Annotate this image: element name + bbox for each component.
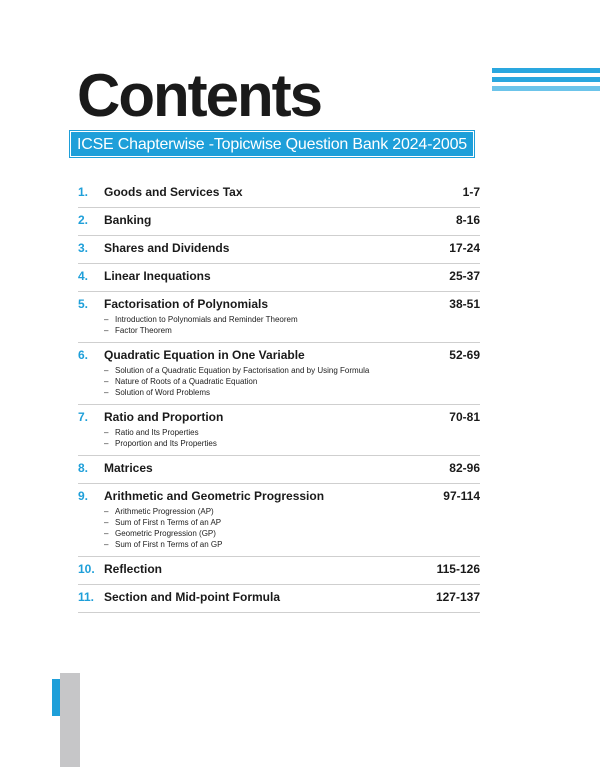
chapter-pages: 1-7 (462, 185, 480, 199)
subtopic-item: – Sum of First n Terms of an GP (104, 540, 223, 549)
subtopic-list (104, 427, 480, 449)
chapter-number: 7. (78, 410, 89, 424)
toc-entry[interactable] (78, 456, 480, 484)
chapter-pages: 82-96 (449, 461, 480, 475)
chapter-pages: 70-81 (449, 410, 480, 424)
toc-entry[interactable] (78, 292, 480, 343)
toc-entry[interactable] (78, 343, 480, 405)
toc-entry[interactable] (78, 484, 480, 557)
chapter-number: 3. (78, 241, 89, 255)
subtopic-list (104, 365, 480, 398)
subtopic-item: – Solution of Word Problems (104, 388, 211, 397)
subtopic-item: – Proportion and Its Properties (104, 439, 217, 448)
subtopic-list (104, 314, 480, 336)
subtopic-label: Arithmetic Progression (AP) (115, 507, 214, 516)
subtopic-item: – Solution of a Quadratic Equation by Factorisation and by Using Formula (104, 366, 370, 375)
chapter-number: 1. (78, 185, 89, 199)
chapter-number: 11. (78, 590, 95, 604)
chapter-title: Banking (104, 213, 152, 227)
subtopic-label: Solution of Word Problems (115, 388, 211, 397)
chapter-pages: 127-137 (435, 590, 480, 604)
chapter-title: Ratio and Proportion (104, 410, 224, 424)
subtopic-label: Sum of First n Terms of an GP (115, 540, 223, 549)
chapter-number: 6. (78, 348, 89, 362)
subtopic-item: – Sum of First n Terms of an AP (104, 518, 222, 527)
chapter-number: 2. (78, 213, 89, 227)
subtopic-item: – Introduction to Polynomials and Reminder Theorem (104, 315, 298, 324)
chapter-number: 9. (78, 489, 89, 503)
toc-entry[interactable] (78, 208, 480, 236)
chapter-title: Quadratic Equation in One Variable (104, 348, 305, 362)
toc-entry[interactable] (78, 180, 480, 208)
chapter-pages: 25-37 (449, 269, 480, 283)
subtopic-item: – Geometric Progression (GP) (104, 529, 216, 538)
decorative-stripes (492, 68, 600, 95)
chapter-title: Linear Inequations (104, 269, 211, 283)
chapter-number: 8. (78, 461, 89, 475)
chapter-title: Factorisation of Polynomials (104, 297, 269, 311)
chapter-pages: 97-114 (443, 489, 480, 503)
toc-entry[interactable] (78, 557, 480, 585)
subtopic-item: – Ratio and Its Properties (104, 428, 199, 437)
chapter-title: Shares and Dividends (104, 241, 230, 255)
table-of-contents (78, 180, 480, 613)
subtopic-label: Ratio and Its Properties (115, 428, 199, 437)
chapter-title: Goods and Services Tax (104, 185, 243, 199)
chapter-pages: 52-69 (449, 348, 480, 362)
chapter-number: 5. (78, 297, 89, 311)
chapter-number: 4. (78, 269, 89, 283)
subtopic-label: Solution of a Quadratic Equation by Factorisation and by Using Formula (115, 366, 370, 375)
subtopic-label: Geometric Progression (GP) (115, 529, 216, 538)
toc-entry[interactable] (78, 585, 480, 613)
subtopic-item: – Arithmetic Progression (AP) (104, 507, 214, 516)
chapter-title: Reflection (104, 562, 163, 576)
toc-entry[interactable] (78, 236, 480, 264)
page-title: Contents (77, 62, 321, 129)
subtopic-label: Nature of Roots of a Quadratic Equation (115, 377, 258, 386)
chapter-number: 10. (78, 562, 95, 576)
subtopic-label: Factor Theorem (115, 326, 172, 335)
chapter-title: Section and Mid-point Formula (104, 590, 280, 604)
subtopic-item: – Nature of Roots of a Quadratic Equation (104, 377, 258, 386)
subtitle-banner: ICSE Chapterwise -Topicwise Question Bank 2024-2005 (70, 131, 474, 157)
side-bar-decoration (60, 673, 80, 767)
chapter-pages: 8-16 (455, 213, 480, 227)
chapter-pages: 38-51 (449, 297, 480, 311)
toc-entry[interactable] (78, 405, 480, 456)
chapter-title: Matrices (104, 461, 153, 475)
chapter-pages: 17-24 (449, 241, 480, 255)
subtopic-item: – Factor Theorem (104, 326, 172, 335)
subtopic-label: Proportion and Its Properties (115, 439, 217, 448)
toc-entry[interactable] (78, 264, 480, 292)
subtopic-label: Sum of First n Terms of an AP (115, 518, 222, 527)
subtopic-list (104, 506, 480, 550)
chapter-pages: 115-126 (436, 562, 480, 576)
subtopic-label: Introduction to Polynomials and Reminder Theorem (115, 315, 298, 324)
side-bar-accent (52, 679, 60, 716)
chapter-title: Arithmetic and Geometric Progression (104, 489, 325, 503)
